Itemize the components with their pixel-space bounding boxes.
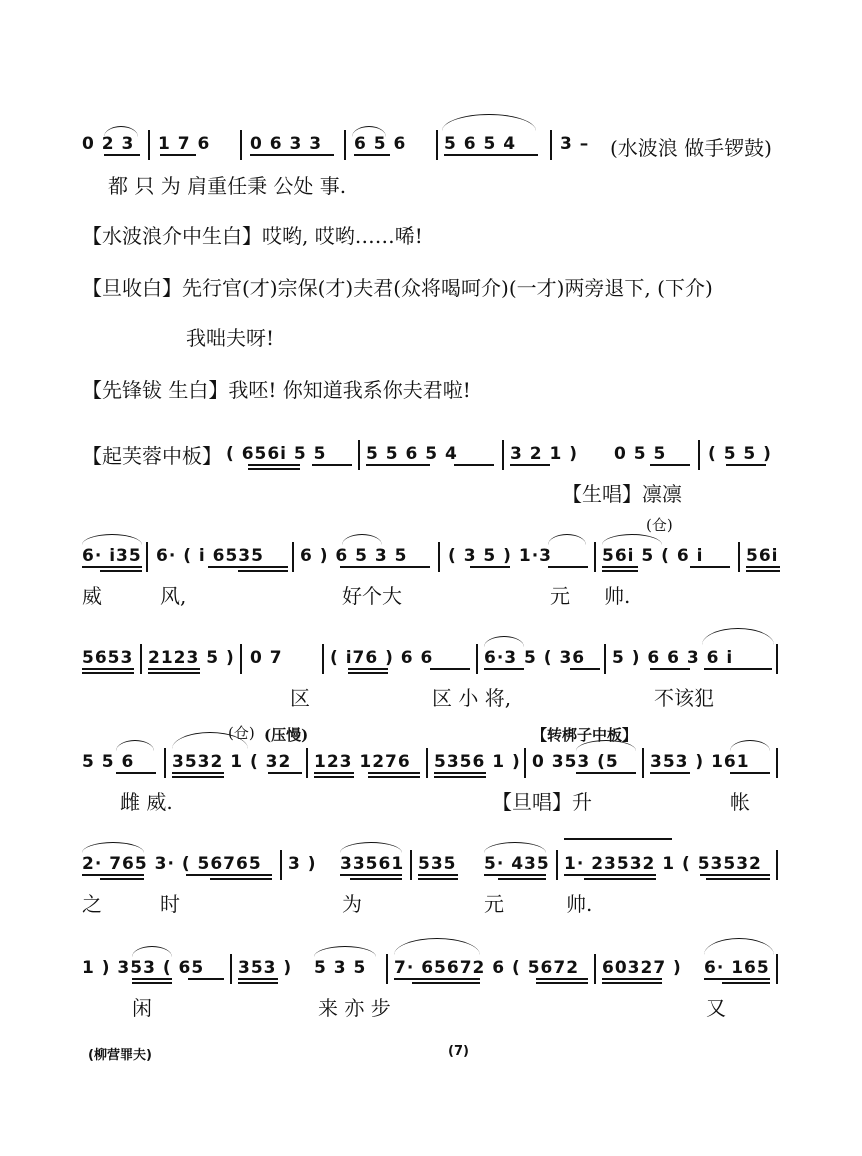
lyric: 区 小 将,	[432, 686, 512, 710]
notes: 353 ) 161	[650, 752, 750, 772]
dialogue-text: 【旦收白】先行官(才)宗保(才)夫君(众将喝呵介)(一才)两旁退下, (下介)	[82, 276, 713, 300]
notes: 6 5 6	[354, 134, 407, 154]
notes: 6·3 5 ( 36	[484, 648, 586, 668]
lyric-line-1	[0, 168, 862, 208]
notes: 2123 5 )	[148, 648, 235, 668]
lyric: 来 亦 步	[318, 996, 391, 1020]
notes: 1 7 6	[158, 134, 211, 154]
lyric: 元	[550, 584, 570, 608]
percussion-note: (水波浪 做手锣鼓)	[610, 136, 772, 160]
lyric-line-3	[0, 578, 862, 618]
lyric: 区	[290, 686, 310, 710]
tune-name: 【起芙蓉中板】	[82, 444, 222, 468]
notes: 1· 23532 1 ( 53532	[564, 854, 762, 874]
notes: 6· 165	[704, 958, 770, 978]
notes: 5 5 6	[82, 752, 135, 772]
notes: 7· 65672 6 ( 5672	[394, 958, 580, 978]
page-number: (7)	[448, 1044, 469, 1059]
notes: 0 6 3 3	[250, 134, 323, 154]
score-line-6	[0, 848, 862, 888]
score-line-5	[0, 746, 862, 786]
lyric: 风,	[160, 584, 187, 608]
footer-title: (柳营罪夫)	[88, 1048, 152, 1063]
lyric-line-4	[0, 680, 862, 720]
score-line-3	[0, 540, 862, 580]
lyric: 好个大	[342, 584, 402, 608]
notes: 6· i35	[82, 546, 142, 566]
lyric-line-6	[0, 886, 862, 926]
score-line-7	[0, 952, 862, 992]
notes: ( 5 5 )	[708, 444, 772, 464]
notes: 60327 )	[602, 958, 682, 978]
notes: 0 2 3	[82, 134, 135, 154]
lyric: 时	[160, 892, 180, 916]
cang-mark: (仓)	[228, 724, 255, 742]
notes: 1 ) 353 ( 65	[82, 958, 205, 978]
lyric: 帐	[730, 790, 750, 814]
notes: 3 )	[288, 854, 317, 874]
dialogue-text: 【水波浪介中生白】哎哟, 哎哟……唏!	[82, 224, 423, 248]
role-cue: 【生唱】凛凛	[562, 482, 682, 506]
dialogue-2	[0, 270, 862, 310]
notes: 5· 435	[484, 854, 550, 874]
notes: 56i 5 ( 6 i	[602, 546, 704, 566]
lyric: 都 只 为 肩重任秉 公处 事.	[108, 174, 347, 198]
lyric: 又	[706, 996, 726, 1020]
notes: 0 7	[250, 648, 283, 668]
notes: 5653	[82, 648, 134, 668]
notes: ( 3 5 ) 1·3	[448, 546, 552, 566]
notes: 535	[418, 854, 457, 874]
lyric: 帅.	[604, 584, 631, 608]
lyric: 雌 威.	[120, 790, 173, 814]
lyric: 闲	[132, 996, 152, 1020]
dialogue-text: 我咄夫呀!	[186, 326, 275, 350]
lyric-line-7	[0, 990, 862, 1030]
tune-change: 【转梆子中板】	[532, 726, 638, 744]
lyric: 威	[82, 584, 102, 608]
role-cue: 【旦唱】升	[492, 790, 592, 814]
cang-mark: (仓)	[646, 516, 673, 534]
notes: 3 –	[560, 134, 590, 154]
notes: 56i	[746, 546, 779, 566]
dialogue-1	[0, 218, 862, 258]
score-line-4	[0, 642, 862, 682]
notes: 3532 1 ( 32	[172, 752, 292, 772]
dialogue-3	[0, 320, 862, 360]
notes: 353 )	[238, 958, 293, 978]
lyric: 之	[82, 892, 102, 916]
notes: 0 5 5	[614, 444, 667, 464]
lyric: 帅.	[566, 892, 593, 916]
notes: 33561	[340, 854, 405, 874]
notes: ( 656i 5 5	[226, 444, 327, 464]
notes: 2· 765 3· ( 56765	[82, 854, 262, 874]
lyric: 为	[342, 892, 362, 916]
score-line-1	[0, 128, 862, 168]
lyric: 元	[484, 892, 504, 916]
notes: 6 ) 6 5 3 5	[300, 546, 408, 566]
tempo-mark: (压慢)	[264, 726, 309, 744]
lyric: 不该犯	[654, 686, 714, 710]
dialogue-text: 【先锋钹 生白】我呸! 你知道我系你夫君啦!	[82, 378, 471, 402]
notes: 5 ) 6 6 3 6 i	[612, 648, 734, 668]
notes: 5356 1 )	[434, 752, 521, 772]
lyric-line-5	[0, 784, 862, 824]
score-line-2	[0, 438, 862, 478]
notes: 3 2 1 )	[510, 444, 579, 464]
notes: 6· ( i 6535	[156, 546, 264, 566]
notes: 0 353 (5	[532, 752, 619, 772]
notes: 5 3 5	[314, 958, 367, 978]
notes: 5 5 6 5 4	[366, 444, 458, 464]
dialogue-4	[0, 372, 862, 412]
notes: ( i76 ) 6 6	[330, 648, 434, 668]
notes: 5 6 5 4	[444, 134, 517, 154]
notes: 123 1276	[314, 752, 411, 772]
